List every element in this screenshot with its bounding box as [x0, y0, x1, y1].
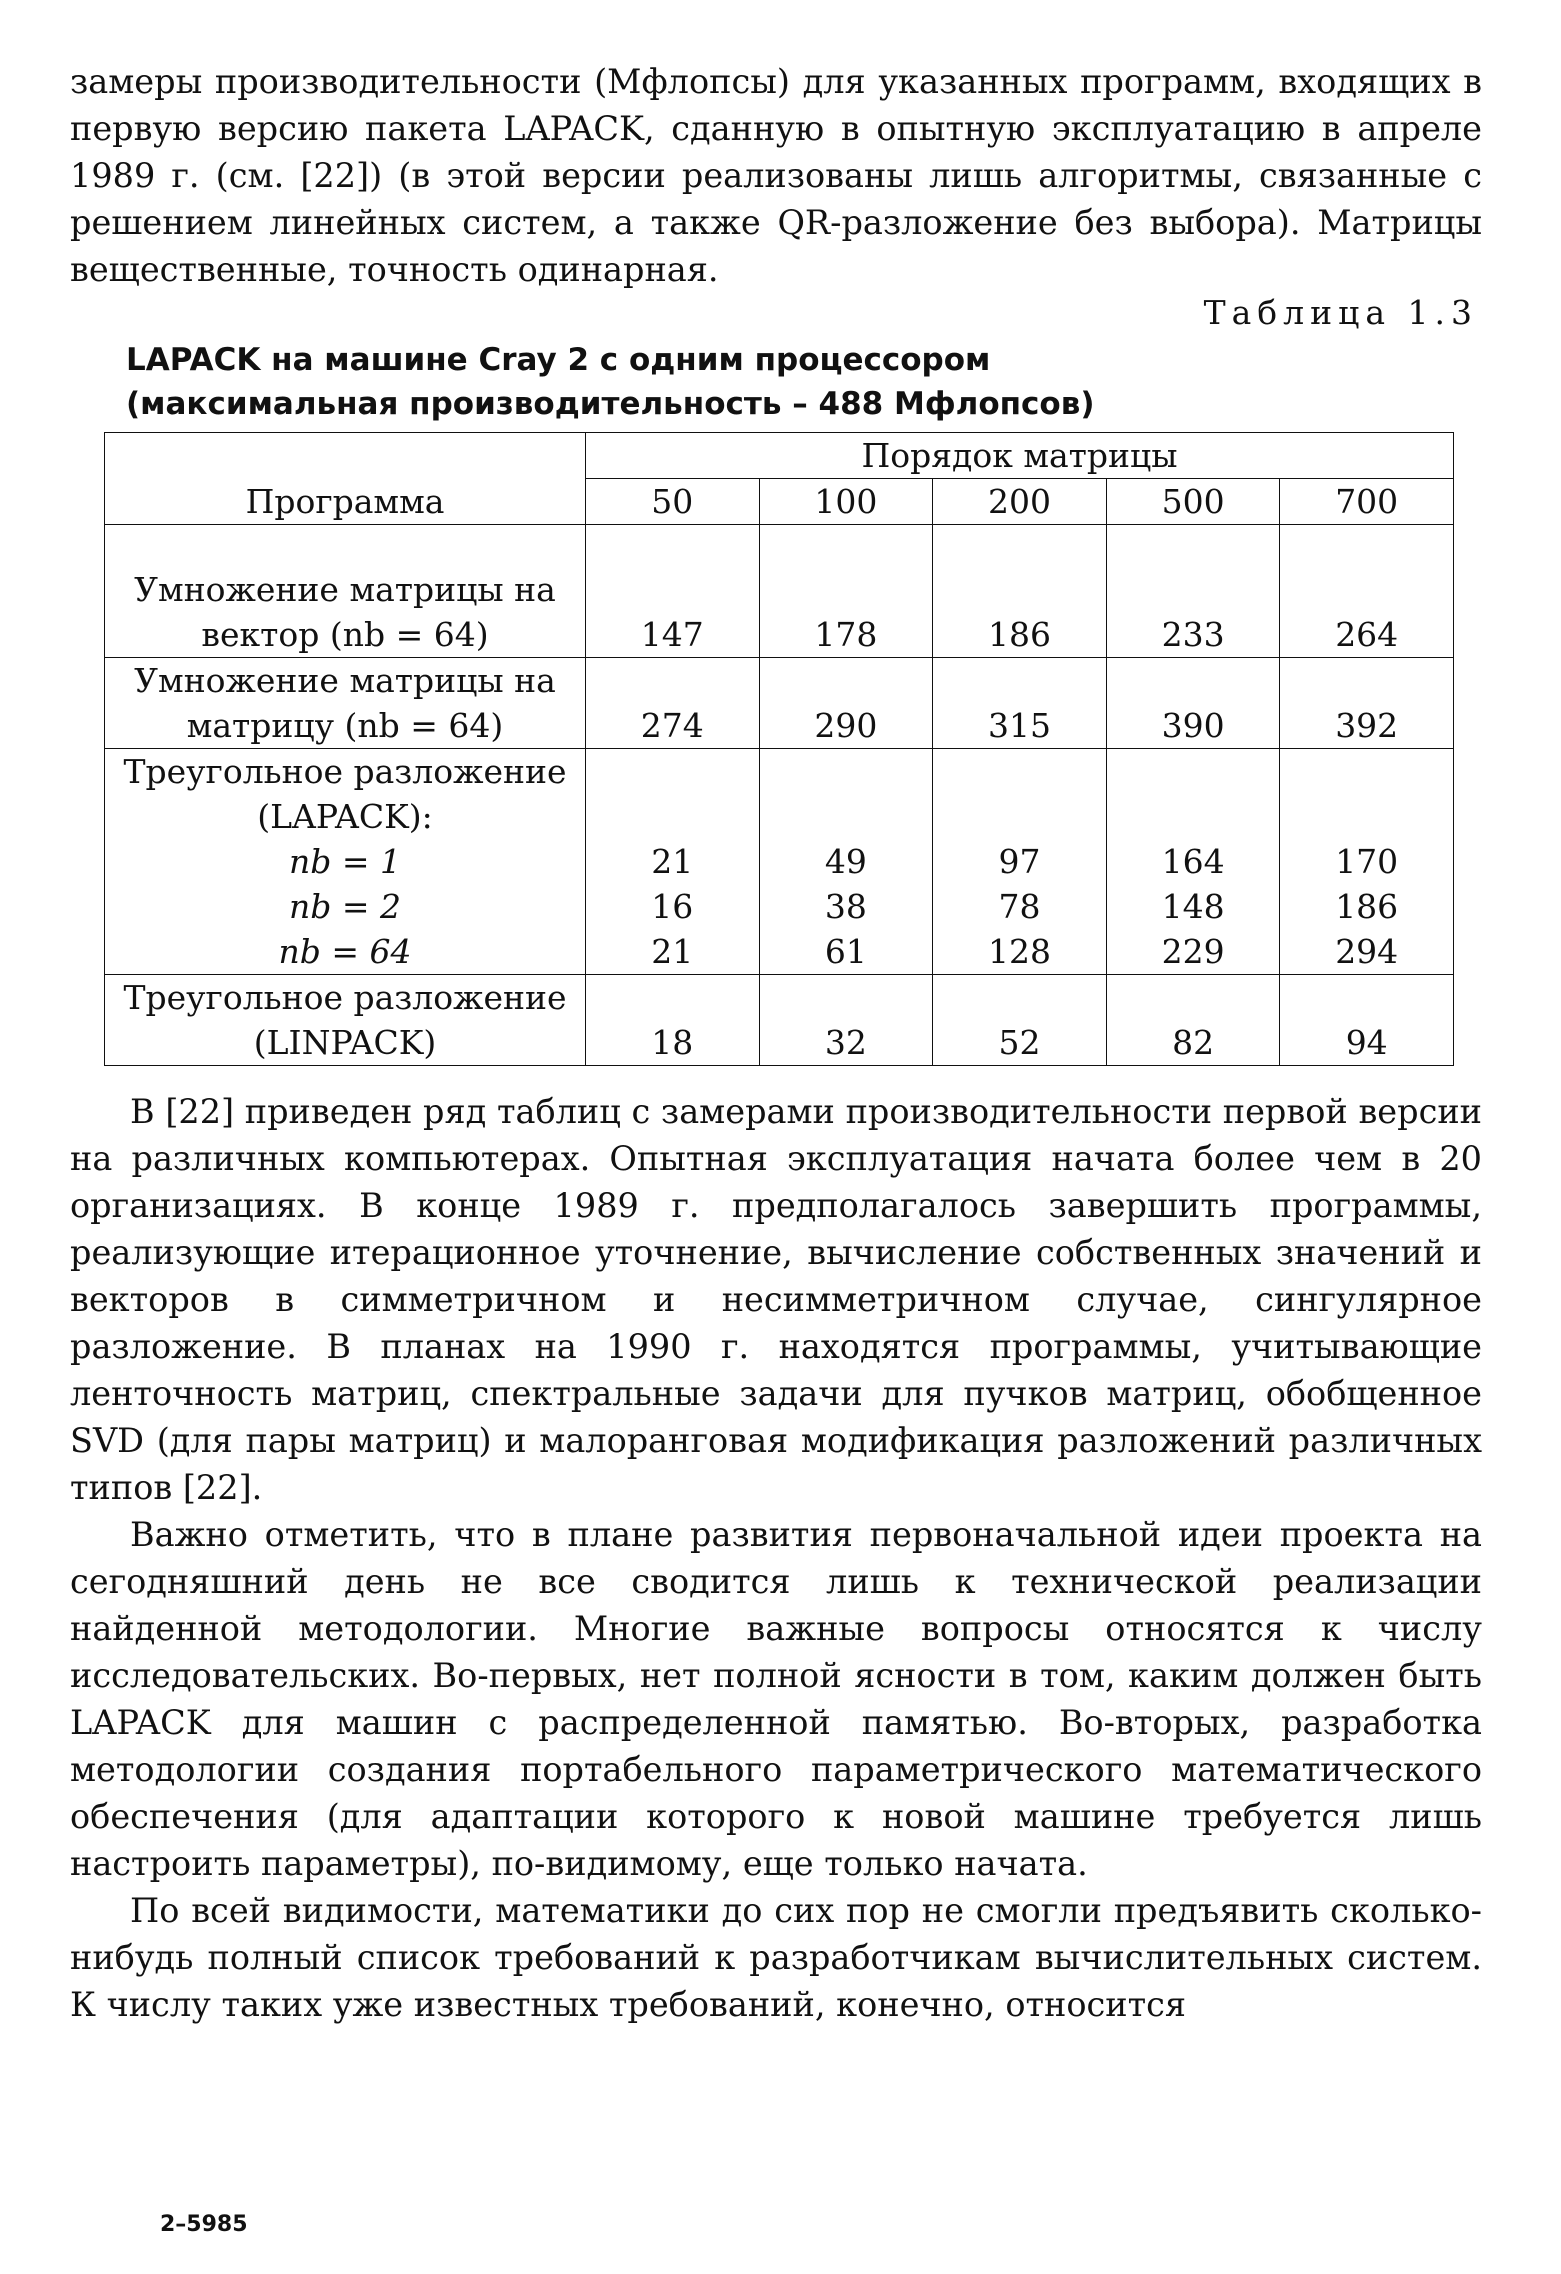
- cell-value: 21: [651, 932, 694, 971]
- performance-table: [104, 432, 1454, 1066]
- cell-value: 178: [759, 525, 933, 658]
- cell-value: 186: [1335, 887, 1399, 926]
- cell-value: 97: [998, 842, 1041, 881]
- cell-value: 229: [1161, 932, 1225, 971]
- paragraph-1: В [22] приведен ряд таблиц с замерами производительности первой версии на различных компьютерах. Опытная эксплуатация начата более чем в 20 организациях. В конце 1989 г. предполагалось завершить программы, реализующие итерационное уточнение, вычисление собственных значений и векторов в симметричном и несимметричном случае, сингулярное разложение. В планах на 1990 г. находятся программы, учитывающие ленточность матриц, спектральные задачи для пучков матриц, обобщенное SVD (для пары матриц) и малоранговая модификация разложений различных типов [22].: [70, 1092, 1482, 1507]
- header-matrix-order: Порядок матрицы: [586, 433, 1454, 479]
- subrow-label: nb = 64: [278, 932, 412, 971]
- cell-value: 94: [1280, 975, 1454, 1066]
- order-col: 50: [586, 479, 760, 525]
- page-signature: 2–5985: [160, 2212, 248, 2237]
- table-row: [105, 525, 1454, 658]
- subrow-label: nb = 1: [288, 842, 401, 881]
- row-name-line2: матрицу (nb = 64): [186, 706, 504, 745]
- header-program: Программа: [105, 433, 586, 525]
- cell-value: 52: [933, 975, 1107, 1066]
- cell-value: 21: [651, 842, 694, 881]
- table-number: Таблица 1.3: [1203, 293, 1478, 332]
- cell-value: 264: [1280, 525, 1454, 658]
- cell-value-group: [1106, 749, 1280, 975]
- row-name-line2: (LINPACK): [253, 1023, 437, 1062]
- cell-value: 392: [1280, 658, 1454, 749]
- cell-value-group: [759, 749, 933, 975]
- table-title: [126, 338, 1482, 426]
- cell-value: 16: [651, 887, 694, 926]
- order-col: 100: [759, 479, 933, 525]
- table-title-line1: LAPACK на машине Cray 2 с одним процессором: [126, 342, 991, 378]
- table-row: [105, 658, 1454, 749]
- cell-value: 274: [586, 658, 760, 749]
- cell-value: 315: [933, 658, 1107, 749]
- row-name-line1: Треугольное разложение: [123, 752, 567, 791]
- cell-value: 128: [987, 932, 1051, 971]
- cell-value: 78: [998, 887, 1041, 926]
- row-name-line2: вектор (nb = 64): [201, 615, 489, 654]
- table-title-line2: (максимальная производительность – 488 Мфлопсов): [126, 386, 1095, 422]
- row-name-line1: Умножение матрицы на: [134, 570, 556, 609]
- cell-value: 164: [1161, 842, 1225, 881]
- cell-value: 18: [586, 975, 760, 1066]
- paragraph-2: Важно отметить, что в плане развития первоначальной идеи проекта на сегодняшний день не все сводится лишь к технической реализации найденной методологии. Многие важные вопросы относятся к числу исследовательских. Во-первых, нет полной ясности в том, каким должен быть LAPACK для машин с распределенной памятью. Во-вторых, разработка методологии создания портабельного параметрического математического обеспечения (для адаптации которого к новой машине требуется лишь настроить параметры), по-видимому, еще только начата.: [70, 1515, 1482, 1883]
- cell-value: 147: [586, 525, 760, 658]
- row-name: [105, 658, 586, 749]
- subrow-label: nb = 2: [288, 887, 401, 926]
- order-col: 700: [1280, 479, 1454, 525]
- cell-value: 49: [824, 842, 867, 881]
- cell-value: 38: [824, 887, 867, 926]
- row-name: [105, 975, 586, 1066]
- page-body: [70, 58, 1482, 2028]
- table-row: [105, 749, 1454, 975]
- row-name: [105, 525, 586, 658]
- cell-value: 233: [1106, 525, 1280, 658]
- cell-value: 186: [933, 525, 1107, 658]
- row-name-line1: Треугольное разложение: [123, 978, 567, 1017]
- table-row: [105, 975, 1454, 1066]
- cell-value-group: [586, 749, 760, 975]
- cell-value: 390: [1106, 658, 1280, 749]
- cell-value: 294: [1335, 932, 1399, 971]
- cell-value: 32: [759, 975, 933, 1066]
- row-name-line2: (LAPACK):: [257, 797, 433, 836]
- cell-value: 290: [759, 658, 933, 749]
- row-name-line1: Умножение матрицы на: [134, 661, 556, 700]
- cell-value: 170: [1335, 842, 1399, 881]
- cell-value: 82: [1106, 975, 1280, 1066]
- paragraph-3: По всей видимости, математики до сих пор не смогли предъявить сколько-нибудь полный список требований к разработчикам вычислительных систем. К числу таких уже известных требований, конечно, относится: [70, 1891, 1482, 2024]
- order-col: 500: [1106, 479, 1280, 525]
- cell-value-group: [933, 749, 1107, 975]
- row-name: [105, 749, 586, 975]
- order-col: 200: [933, 479, 1107, 525]
- cell-value: 148: [1161, 887, 1225, 926]
- cell-value: 61: [824, 932, 867, 971]
- cell-value-group: [1280, 749, 1454, 975]
- intro-paragraph: замеры производительности (Мфлопсы) для указанных программ, входящих в первую версию пакета LAPACK, сданную в опытную эксплуатацию в апреле 1989 г. (см. [22]) (в этой версии реализованы лишь алгоритмы, связанные с решением линейных систем, а также QR-разложение без выбора). Матрицы вещественные, точность одинарная.: [70, 62, 1482, 289]
